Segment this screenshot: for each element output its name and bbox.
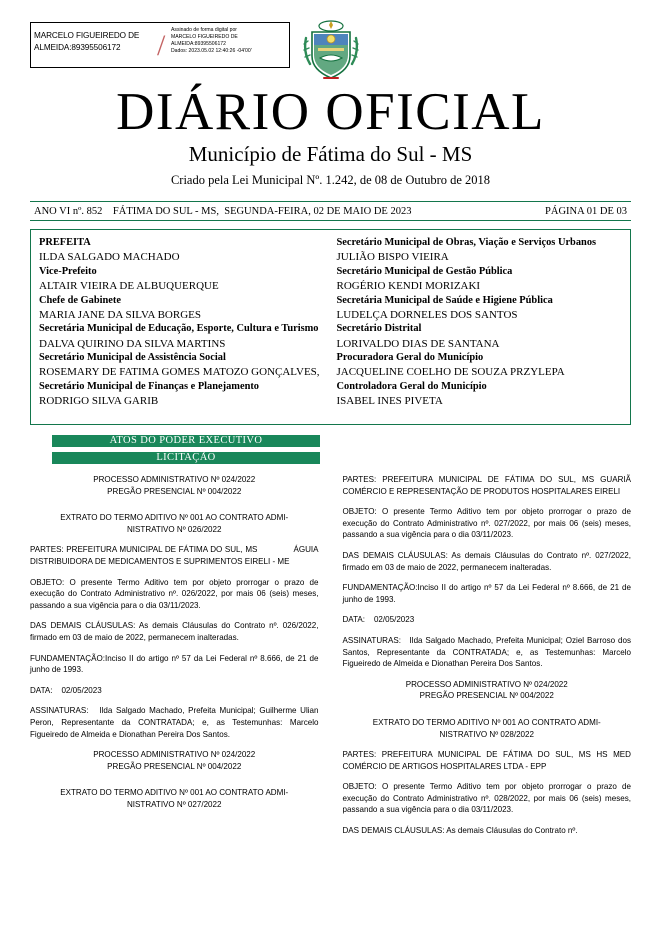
official-name: MARIA JANE DA SILVA BORGES (39, 308, 201, 321)
notice-heading-line: PREGÃO PRESENCIAL Nº 004/2022 (107, 486, 242, 496)
notice-paragraph-objeto: OBJETO: O presente Termo Aditivo tem por objeto prorrogar o prazo de execução do Contrato Administrativo nº. 028/2022, por mais 06 (seis) meses, passando a sua vigência para o dia 03/11/2023. (342, 782, 631, 815)
signature-signer-name: MARCELO FIGUEIREDO DE ALMEIDA:89395506172 (34, 31, 140, 52)
body-columns (30, 474, 634, 946)
body-column-right (331, 474, 632, 946)
signature-details (171, 27, 289, 55)
notice-heading-line: PROCESSO ADMINISTRATIVO Nº 024/2022 (93, 750, 256, 760)
official-name: ROGÉRIO KENDI MORIZAKI (336, 280, 481, 292)
official-role: Procuradora Geral do Município (336, 352, 484, 364)
notice-heading-line: NISTRATIVO Nº 028/2022 (439, 729, 534, 739)
notice-paragraph-clausulas: DAS DEMAIS CLÁUSULAS: As demais Cláusulas do Contrato nº. 027/2022, firmado em 03 de maio de 2022, permanecem inalteradas. (342, 550, 631, 572)
official-role: Secretário Municipal de Obras, Viação e Serviços Urbanos (336, 237, 597, 248)
notice-paragraph-partes: PARTES: PREFEITURA MUNICIPAL DE FÁTIMA DO SUL, MS GUARIÃ COMÉRCIO E REPRESENTAÇÃO DE PRODUTOS HOSPITALARES EIRELI (342, 475, 631, 496)
official-name: LORIVALDO DIAS DE SANTANA (336, 337, 500, 350)
notice-paragraph-fundamentacao: FUNDAMENTAÇÃO:Inciso II do artigo nº 57 da Lei Federal nº 8.666, de 21 de junho de 1993. (30, 653, 319, 675)
officials-column-right (331, 236, 623, 416)
officials-column-left (39, 236, 331, 416)
notice-heading (30, 474, 319, 497)
notice-paragraph-partes: PARTES: PREFEITURA MUNICIPAL DE FÁTIMA DO SUL, MS HS MED COMÉRCIO DE ARTIGOS HOSPITALARES LTDA - EPP (342, 750, 631, 771)
official-name: ISABEL INES PIVETA (336, 395, 443, 408)
notice-paragraph-partes: PARTES: PREFEITURA MUNICIPAL DE FÁTIMA DO SUL, MS ÁGUIA DISTRIBUIDORA DE MEDICAMENTOS E SUPRIMENTOS EIRELI - ME (30, 545, 321, 566)
official-role: Secretário Municipal de Gestão Pública (336, 265, 513, 277)
notice-paragraph-clausulas: DAS DEMAIS CLÁUSULAS: As demais Cláusulas do Contrato nº. (342, 826, 578, 836)
official-name: ROSEMARY DE FATIMA GOMES MATOZO GONÇALVES, (39, 366, 320, 379)
signature-box (30, 22, 290, 68)
notice-heading-line: NISTRATIVO Nº 027/2022 (127, 799, 222, 809)
signature-mark-icon: / (157, 29, 166, 62)
official-name: ILDA SALGADO MACHADO (39, 251, 180, 264)
signature-detail-line-4: Dados: 2023.05.02 12:40:26 -04'00' (171, 48, 252, 55)
notice-heading-line: EXTRATO DO TERMO ADITIVO Nº 001 AO CONTRATO ADMI- (60, 513, 289, 523)
page-indicator: PÁGINA 01 DE 03 (545, 205, 627, 217)
official-role: Secretária Municipal de Educação, Esporte, Cultura e Turismo (39, 323, 319, 335)
notice-heading-line: PROCESSO ADMINISTRATIVO Nº 024/2022 (405, 679, 568, 689)
notice-heading-line: PROCESSO ADMINISTRATIVO Nº 024/2022 (93, 475, 256, 484)
issue-info-bar (30, 201, 631, 221)
official-name: LUDELÇA DORNELES DOS SANTOS (336, 308, 518, 321)
official-role: Secretária Municipal de Saúde e Higiene Pública (336, 294, 553, 306)
notice-heading-line: EXTRATO DO TERMO ADITIVO Nº 001 AO CONTRATO ADMI- (60, 788, 289, 798)
official-name: JACQUELINE COELHO DE SOUZA PRZYLEPA (336, 366, 565, 379)
body-column-left (30, 474, 331, 946)
official-name: ALTAIR VIEIRA DE ALBUQUERQUE (39, 280, 219, 292)
notice-paragraph-assinaturas: ASSINATURAS: Ilda Salgado Machado, Prefeita Municipal; Guilherme Ulian Peron, Representante da CONTRATADA; e, as Testemunhas: Marcelo Figueiredo de Almeida e Dionathan Pereira Dos Santos. (30, 706, 321, 739)
official-role: Secretário Municipal de Assistência Social (39, 352, 226, 364)
notice-paragraph-assinaturas: ASSINATURAS: Ilda Salgado Machado, Prefeita Municipal; Oziel Barroso dos Santos, Representante da CONTRATADA; e, as Testemunhas: Marcelo Figueiredo de Almeida e Dionathan Pereira Dos Santos. (342, 635, 634, 669)
officials-box (30, 229, 631, 425)
masthead-subtitle: Município de Fátima do Sul - MS (188, 142, 473, 166)
notice-paragraph-fundamentacao: FUNDAMENTAÇÃO:Inciso II do artigo nº 57 da Lei Federal nº 8.666, de 21 de junho de 1993. (342, 583, 631, 604)
signature-detail-line-1: Assinado de forma digital por (171, 27, 237, 33)
coat-of-arms-icon (302, 18, 360, 82)
notice-heading (343, 717, 632, 740)
section-banner-licitacao: LICITAÇÃO (52, 452, 320, 464)
notice-paragraph-objeto: OBJETO: O presente Termo Aditivo tem por objeto prorrogar o prazo de execução do Contrato Administrativo nº. 027/2022, por mais 06 (seis) meses, passando a sua vigência para o dia 03/11/2023. (342, 507, 631, 540)
official-role: Chefe de Gabinete (39, 294, 121, 306)
digital-signature-stamp (30, 22, 292, 70)
notice-heading-line: EXTRATO DO TERMO ADITIVO Nº 001 AO CONTRATO ADMI- (372, 717, 601, 727)
notice-paragraph-objeto: OBJETO: O presente Termo Aditivo tem por objeto prorrogar o prazo de execução do Contrato Administrativo nº. 026/2022, por mais 06 (seis) meses, passando a sua vigência para o dia 03/11/2023. (30, 577, 319, 610)
signature-detail-line-3: ALMEIDA:89395506172 (171, 41, 226, 48)
notice-heading (30, 512, 319, 535)
notice-heading-line: PREGÃO PRESENCIAL Nº 004/2022 (107, 761, 242, 771)
notice-heading-line: NISTRATIVO Nº 026/2022 (127, 524, 222, 534)
issue-identifier: ANO VI nº. 852 FÁTIMA DO SUL - MS, SEGUNDA-FEIRA, 02 DE MAIO DE 2023 (34, 205, 412, 217)
notice-heading (30, 787, 319, 810)
official-role: Secretário Distrital (336, 323, 422, 335)
notice-heading (30, 749, 319, 772)
section-banner-executive: ATOS DO PODER EXECUTIVO (52, 435, 320, 447)
official-role: Vice-Prefeito (39, 265, 97, 277)
official-name: JULIÃO BISPO VIEIRA (336, 251, 449, 264)
signature-detail-line-2: MARCELO FIGUEIREDO DE (171, 34, 238, 41)
notice-paragraph-data: DATA: 02/05/2023 (30, 685, 102, 695)
official-name: DALVA QUIRINO DA SILVA MARTINS (39, 337, 226, 350)
official-role: PREFEITA (39, 237, 91, 248)
page-title: DIÁRIO OFICIAL (116, 83, 545, 141)
notice-heading-line: PREGÃO PRESENCIAL Nº 004/2022 (419, 691, 554, 701)
notice-paragraph-data: DATA: 02/05/2023 (342, 615, 415, 625)
masthead-law-line: Criado pela Lei Municipal Nº. 1.242, de 08 de Outubro de 2018 (170, 173, 491, 187)
official-role: Secretário Municipal de Finanças e Planejamento (39, 380, 260, 392)
notice-paragraph-clausulas: DAS DEMAIS CLÁUSULAS: As demais Cláusulas do Contrato nº. 026/2022, firmado em 03 de maio de 2022, permanecem inalteradas. (30, 621, 319, 642)
official-name: RODRIGO SILVA GARIB (39, 395, 159, 408)
notice-heading (343, 679, 632, 702)
official-role: Controladora Geral do Município (336, 380, 487, 392)
